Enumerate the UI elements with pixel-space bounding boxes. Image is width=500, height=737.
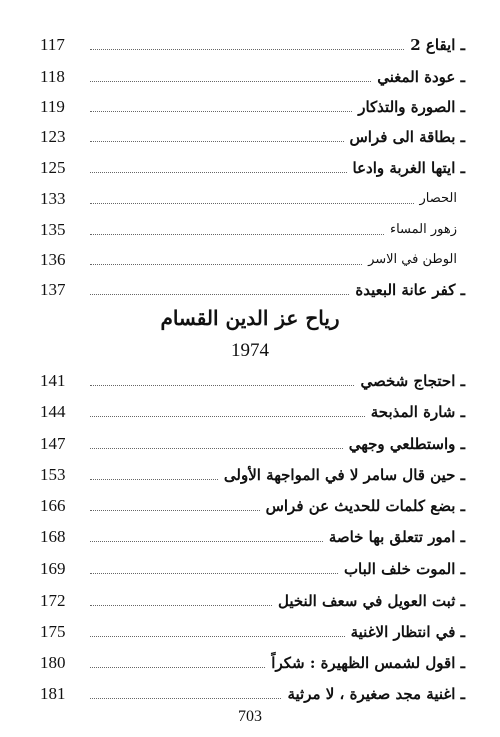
entry-title: ـ عودة المغني <box>377 68 465 86</box>
toc-entry <box>40 679 465 705</box>
toc-entry <box>40 460 465 486</box>
toc-entry <box>40 648 465 674</box>
entry-title: ـ بضع كلمات للحديث عن فراس <box>265 497 465 515</box>
entry-page-number: 168 <box>40 527 66 546</box>
toc-subentry <box>40 184 465 210</box>
entry-title: ـ شارة المذبحة <box>370 403 465 421</box>
dot-leader <box>90 385 354 386</box>
entry-page-number: 125 <box>40 158 66 177</box>
dot-leader <box>90 698 281 699</box>
dot-leader <box>90 479 218 480</box>
dot-leader <box>90 573 338 574</box>
dot-leader <box>90 141 344 142</box>
entry-title: ـ امور تتعلق بها خاصة <box>328 528 465 546</box>
dot-leader <box>90 636 345 637</box>
dot-leader <box>90 416 365 417</box>
toc-entry <box>40 617 465 643</box>
entry-page-number: 119 <box>40 97 65 116</box>
entry-page-number: 172 <box>40 591 66 610</box>
toc-entry <box>40 92 465 118</box>
toc-entry <box>40 491 465 517</box>
toc-entry <box>40 30 465 56</box>
toc-entry <box>40 522 465 548</box>
dot-leader <box>90 203 414 204</box>
entry-title: ـ حين قال سامر لا في المواجهة الأولى <box>223 466 465 484</box>
dot-leader <box>90 172 347 173</box>
entry-page-number: 133 <box>40 189 66 208</box>
entry-title: ـ ثبت العويل في سعف النخيل <box>277 592 465 610</box>
entry-page-number: 153 <box>40 465 66 484</box>
entry-title: ـ كفر عانة البعيدة <box>355 281 465 299</box>
dot-leader <box>90 667 265 668</box>
entry-title: ـ واستطلعي وجهي <box>348 435 465 453</box>
toc-entry <box>40 366 465 392</box>
dot-leader <box>90 448 343 449</box>
entry-title: ـ اغنية مجد صغيرة ، لا مرثية <box>287 685 465 703</box>
toc-entry <box>40 153 465 179</box>
entry-title: الحصار <box>419 191 457 206</box>
section-year: 1974 <box>231 340 269 361</box>
entry-title: ـ احتجاج شخصي <box>360 372 465 390</box>
entry-page-number: 117 <box>40 35 65 54</box>
toc-entry <box>40 275 465 301</box>
entry-page-number: 169 <box>40 559 66 578</box>
entry-page-number: 166 <box>40 496 66 515</box>
entry-page-number: 123 <box>40 127 66 146</box>
entry-page-number: 180 <box>40 653 66 672</box>
entry-title: ـ الصورة والتذكار <box>358 98 465 116</box>
toc-entry <box>40 586 465 612</box>
toc-entry <box>40 397 465 423</box>
page-number: 703 <box>238 708 262 725</box>
entry-page-number: 175 <box>40 622 66 641</box>
dot-leader <box>90 541 323 542</box>
entry-page-number: 135 <box>40 220 66 239</box>
toc-entry <box>40 62 465 88</box>
entry-page-number: 147 <box>40 434 66 453</box>
dot-leader <box>90 81 371 82</box>
toc-entry <box>40 122 465 148</box>
entry-page-number: 181 <box>40 684 66 703</box>
dot-leader <box>90 510 260 511</box>
entry-page-number: 137 <box>40 280 66 299</box>
entry-title: ـ الموت خلف الباب <box>343 560 465 578</box>
toc-entry <box>40 554 465 580</box>
dot-leader <box>90 49 404 50</box>
entry-page-number: 118 <box>40 67 65 86</box>
dot-leader <box>90 605 272 606</box>
section-title: رياح عز الدين القسام <box>160 306 340 330</box>
entry-title: ـ اقول لشمس الظهيرة : شكراً <box>271 654 465 672</box>
entry-page-number: 136 <box>40 250 66 269</box>
toc-subentry <box>40 245 465 271</box>
entry-title: زهور المساء <box>389 222 457 237</box>
entry-page-number: 141 <box>40 371 66 390</box>
dot-leader <box>90 111 352 112</box>
entry-title: ـ في انتظار الاغنية <box>350 623 465 641</box>
dot-leader <box>90 234 384 235</box>
entry-title: الوطن في الاسر <box>368 252 457 267</box>
dot-leader <box>90 264 362 265</box>
toc-subentry <box>40 215 465 241</box>
entry-title: ـ ايقاع 2 <box>410 36 465 54</box>
entry-title: ـ ايتها الغربة وادعا <box>352 159 465 177</box>
entry-title: ـ بطاقة الى فراس <box>349 128 465 146</box>
toc-entry <box>40 429 465 455</box>
dot-leader <box>90 294 349 295</box>
entry-page-number: 144 <box>40 402 66 421</box>
